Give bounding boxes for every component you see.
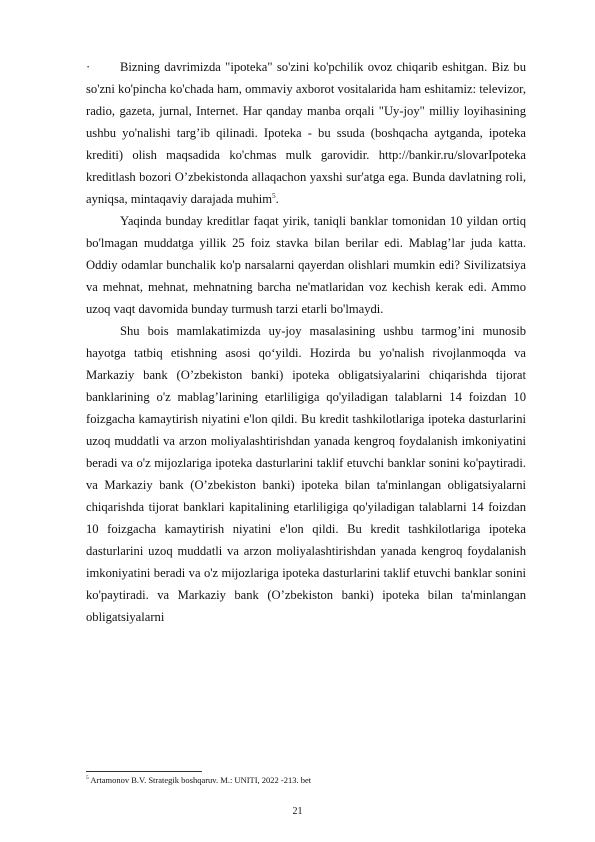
- footnote: [86, 774, 526, 786]
- page-number: 21: [292, 806, 303, 817]
- paragraph-3: Shu bois mamlakatimizda uy-joy masalasining ushbu tarmog’ini munosib hayotga tatbiq etishning asosi qo‘yildi. Hozirda bu yo'nalish rivojlanmoqda va Markaziy bank (O’zbekiston banki) ipoteka obligatsiyalarini chiqarishda tijorat banklarining o'z mablag’larining etarliligiga qo'yiladigan talablarni 14 foizdan 10 foizgacha kamaytirish niyatini e'lon qildi. Bu kredit tashkilotlariga ipoteka dasturlarini uzoq muddatli va arzon moliyalashtirishdan yanada kengroq foydalanish imkoniyatini beradi va o'z mijozlariga ipoteka dasturlarini taklif etuvchi banklar sonini ko'paytiradi. va Markaziy bank (O’zbekiston banki) ipoteka bilan ta'minlangan obligatsiyalarni chiqarishda tijorat banklari kapitalining etarliligiga qo'yiladigan talablarni 14 foizdan 10 foizgacha kamaytirish niyatini e'lon qildi. Bu kredit tashkilotlariga ipoteka dasturlarini uzoq muddatli va arzon moliyalashtirishdan yanada kengroq foydalanish imkoniyatini beradi va o'z mijozlariga ipoteka dasturlarini taklif etuvchi banklar sonini ko'paytiradi. va Markaziy bank (O’zbekiston banki) ipoteka bilan ta'minlangan obligatsiyalarni: [86, 324, 526, 624]
- bullet-marker: ·: [86, 60, 91, 74]
- footnote-text: Artamonov B.V. Strategik boshqaruv. M.: UNITI, 2022 -213. bet: [88, 775, 312, 785]
- footnote-separator: [86, 771, 202, 772]
- body-text: [86, 56, 526, 628]
- paragraph-1: [86, 56, 526, 210]
- paragraph-1-tail: .: [275, 192, 279, 206]
- footnote-number: 5: [86, 775, 89, 782]
- paragraph-2: Yaqinda bunday kreditlar faqat yirik, taniqli banklar tomonidan 10 yildan ortiq bo'lmagan muddatga yillik 25 foiz stavka bilan berilar edi. Mablag’lar juda katta. Oddiy odamlar bunchalik ko'p narsalarni qayerdan olishlari mumkin edi? Sivilizatsiya va mehnat, mehnat, mehnatning barcha ne'matlaridan voz kechish kerak edi. Ammo uzoq vaqt davomida bunday turmush tarzi etarli bo'lmaydi.: [86, 214, 526, 316]
- paragraph-1-text: Bizning davrimizda "ipoteka" so'zini ko'pchilik ovoz chiqarib eshitgan. Biz bu so'zni ko'pincha ko'chada ham, ommaviy axborot vositalarida ham eshitamiz: televizor, radio, gazeta, jurnal, Internet. Har qanday manba orqali "Uy-joy" milliy loyihasining ushbu yo'nalishi targ’ib qilinadi. Ipoteka - bu ssuda (boshqacha aytganda, ipoteka krediti) olish maqsadida ko'chmas mulk garovidir. http://bankir.ru/slovarIpoteka kreditlash bozori O’zbekistonda allaqachon yaxshi sur'atga ega. Bunda davlatning roli, ayniqsa, mintaqaviy darajada muhim: [86, 60, 526, 206]
- footnote-reference[interactable]: 5: [272, 191, 276, 200]
